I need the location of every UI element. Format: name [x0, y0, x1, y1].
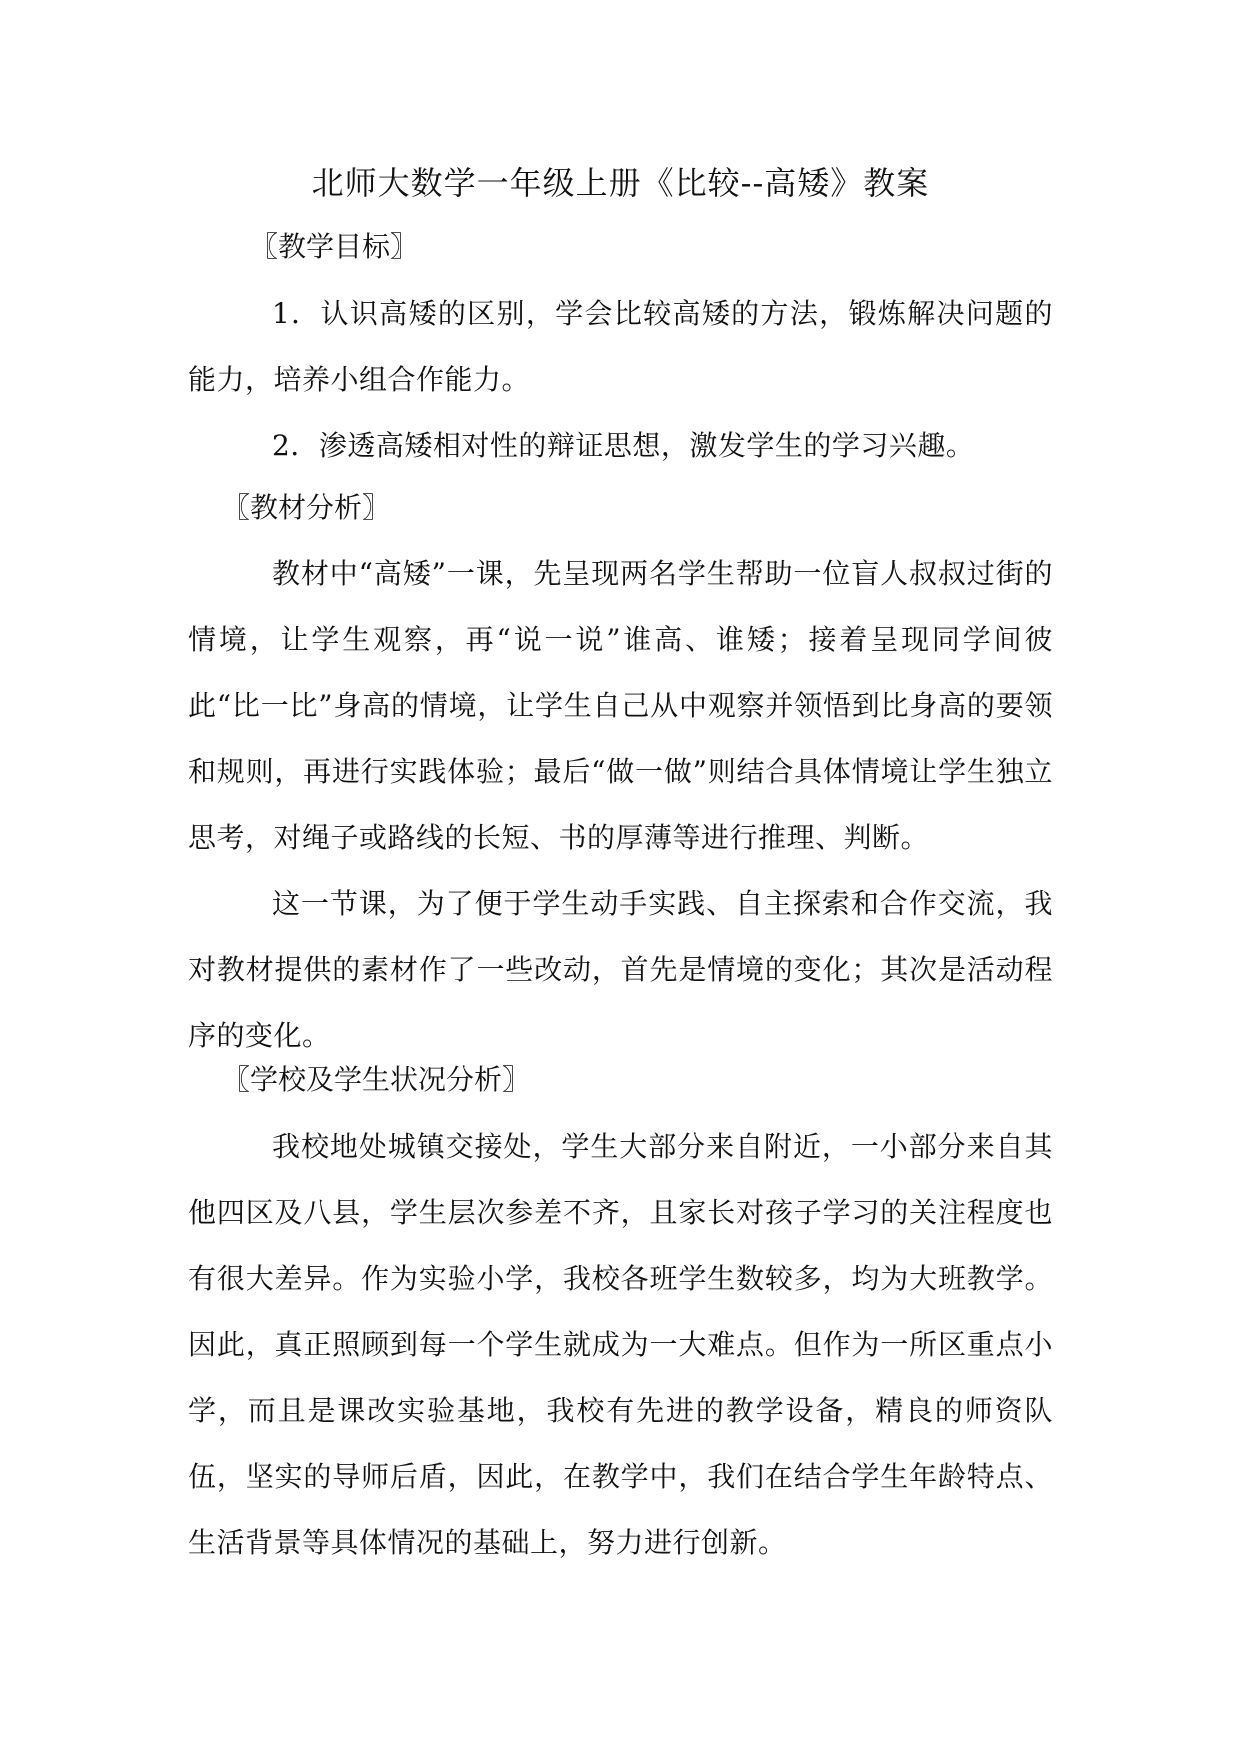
section-heading-material: 〖教材分析〗: [222, 491, 391, 524]
material-paragraph-2: 这一节课，为了便于学生动手实践、自主探索和合作交流，我对教材提供的素材作了一些改动，首先是情境的变化；其次是活动程序的变化。: [188, 887, 1053, 1052]
school-paragraph-1: 我校地处城镇交接处，学生大部分来自附近，一小部分来自其他四区及八县，学生层次参差不齐，且家长对孩子学习的关注程度也有很大差异。作为实验小学，我校各班学生数较多，均为大班教学。因此，真正照顾到每一个学生就成为一大难点。但作为一所区重点小学，而且是课改实验基地，我校有先进的教学设备，精良的师资队伍，坚实的导师后盾，因此，在教学中，我们在结合学生年龄特点、生活背景等具体情况的基础上，努力进行创新。: [188, 1130, 1053, 1559]
goals-list: [188, 281, 1053, 479]
goal-item-2: 2．渗透高矮相对性的辩证思想，激发学生的学习兴趣。: [272, 429, 975, 462]
school-body: [188, 1114, 1053, 1576]
material-body: [188, 541, 1053, 1069]
section-heading-goals: 〖教学目标〗: [250, 230, 419, 263]
section-heading-school: 〖学校及学生状况分析〗: [222, 1063, 531, 1096]
material-paragraph-1: 教材中“高矮”一课，先呈现两名学生帮助一位盲人叔叔过街的情境，让学生观察，再“说一说”谁高、谁矮；接着呈现同学间彼此“比一比”身高的情境，让学生自己从中观察并领悟到比身高的要领和规则，再进行实践体验；最后“做一做”则结合具体情境让学生独立思考，对绳子或路线的长短、书的厚薄等进行推理、判断。: [188, 557, 1053, 854]
goal-item-1: 1．认识高矮的区别，学会比较高矮的方法，锻炼解决问题的能力，培养小组合作能力。: [188, 297, 1053, 396]
document-title: 北师大数学一年级上册《比较--高矮》教案: [311, 164, 930, 202]
